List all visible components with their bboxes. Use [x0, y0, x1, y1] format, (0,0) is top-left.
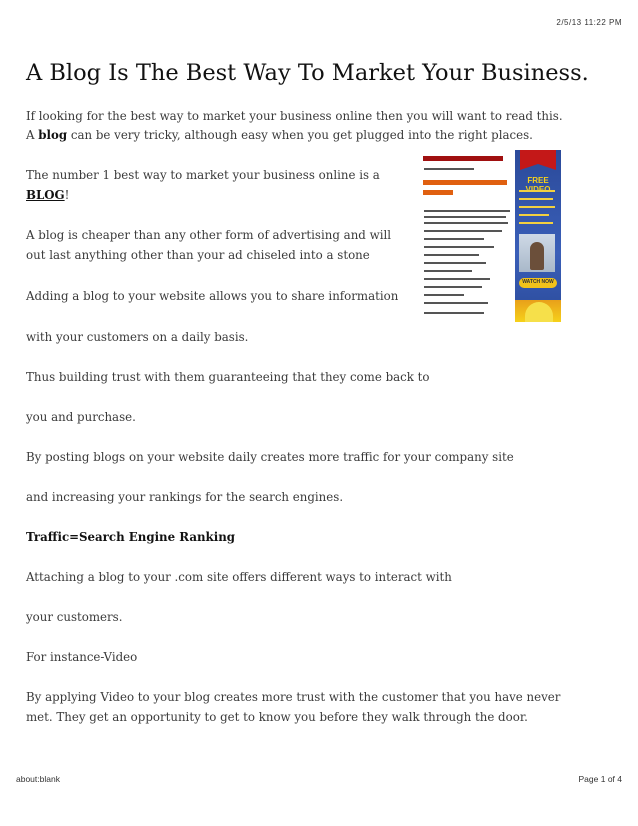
screenshot-text-line: [424, 286, 482, 288]
person-silhouette-icon: [530, 242, 544, 270]
screenshot-text-line: [424, 254, 479, 256]
adding-line-1: Adding a blog to your website allows you to share information: [26, 289, 399, 303]
screenshot-text-line: [424, 216, 506, 218]
print-header-datetime: 2/5/13 11:22 PM: [556, 18, 622, 27]
posting-line-2: and increasing your rankings for the search engines.: [26, 490, 344, 504]
screenshot-headline-bar: [423, 180, 507, 185]
article-title: A Blog Is The Best Way To Market Your Business.: [26, 60, 589, 86]
intro-line-2-end: can be very tricky, although easy when you get plugged into the right places.: [67, 128, 533, 142]
cheaper-line-2: out last anything other than your ad chiseled into a stone: [26, 248, 370, 262]
free-video-label: FREE: [527, 176, 549, 185]
screenshot-ad-text-line: [519, 190, 555, 192]
blog-bold-word: blog: [38, 128, 68, 142]
number1-line-1: The number 1 best way to market your business online is a: [26, 168, 380, 182]
screenshot-ad-text-line: [519, 214, 549, 216]
thus-line-2: you and purchase.: [26, 410, 136, 424]
intro-line-2: [26, 127, 533, 143]
screenshot-ad-text-line: [519, 198, 553, 200]
website-screenshot-image: [420, 150, 561, 322]
blog-link[interactable]: BLOG: [26, 188, 65, 202]
screenshot-text-line: [424, 262, 486, 264]
screenshot-text-line: [424, 302, 488, 304]
exclamation: !: [64, 188, 70, 202]
screenshot-ad-text-line: [519, 206, 555, 208]
traffic-heading: Traffic=Search Engine Ranking: [26, 530, 236, 544]
cheaper-line-1: A blog is cheaper than any other form of advertising and will: [26, 228, 392, 242]
instance-line: For instance-Video: [26, 650, 138, 664]
screenshot-text-line: [424, 312, 484, 314]
screenshot-headline-bar: [423, 190, 453, 195]
adding-line-2: with your customers on a daily basis.: [26, 330, 249, 344]
video-line-1: By applying Video to your blog creates more trust with the customer that you have never: [26, 690, 561, 704]
screenshot-content-area: [420, 150, 512, 322]
attach-line-1: Attaching a blog to your .com site offers different ways to interact with: [26, 570, 452, 584]
attach-line-2: your customers.: [26, 610, 123, 624]
screenshot-text-line: [424, 222, 508, 224]
screenshot-text-line: [424, 230, 502, 232]
screenshot-text-line: [424, 210, 510, 212]
print-footer-url: about:blank: [16, 774, 60, 784]
screenshot-text-line: [424, 294, 464, 296]
screenshot-text-line: [424, 238, 484, 240]
intro-line-1: If looking for the best way to market your business online then you will want to read this.: [26, 109, 563, 123]
screenshot-bottom-shape: [525, 302, 553, 322]
screenshot-text-line: [424, 168, 474, 170]
number1-line-2: [26, 187, 69, 203]
posting-line-1: By posting blogs on your website daily creates more traffic for your company site: [26, 450, 514, 464]
watch-now-label: WATCH NOW: [522, 279, 554, 285]
screenshot-text-line: [424, 278, 490, 280]
video-line-2: met. They get an opportunity to get to know you before they walk through the door.: [26, 710, 528, 724]
thus-line-1: Thus building trust with them guaranteeing that they come back to: [26, 370, 430, 384]
screenshot-header-bar: [423, 156, 503, 161]
screenshot-text-line: [424, 270, 472, 272]
screenshot-ad-text-line: [519, 222, 553, 224]
intro-line-2-start: A: [26, 128, 39, 142]
screenshot-text-line: [424, 246, 494, 248]
print-footer-page-number: Page 1 of 4: [578, 774, 622, 784]
